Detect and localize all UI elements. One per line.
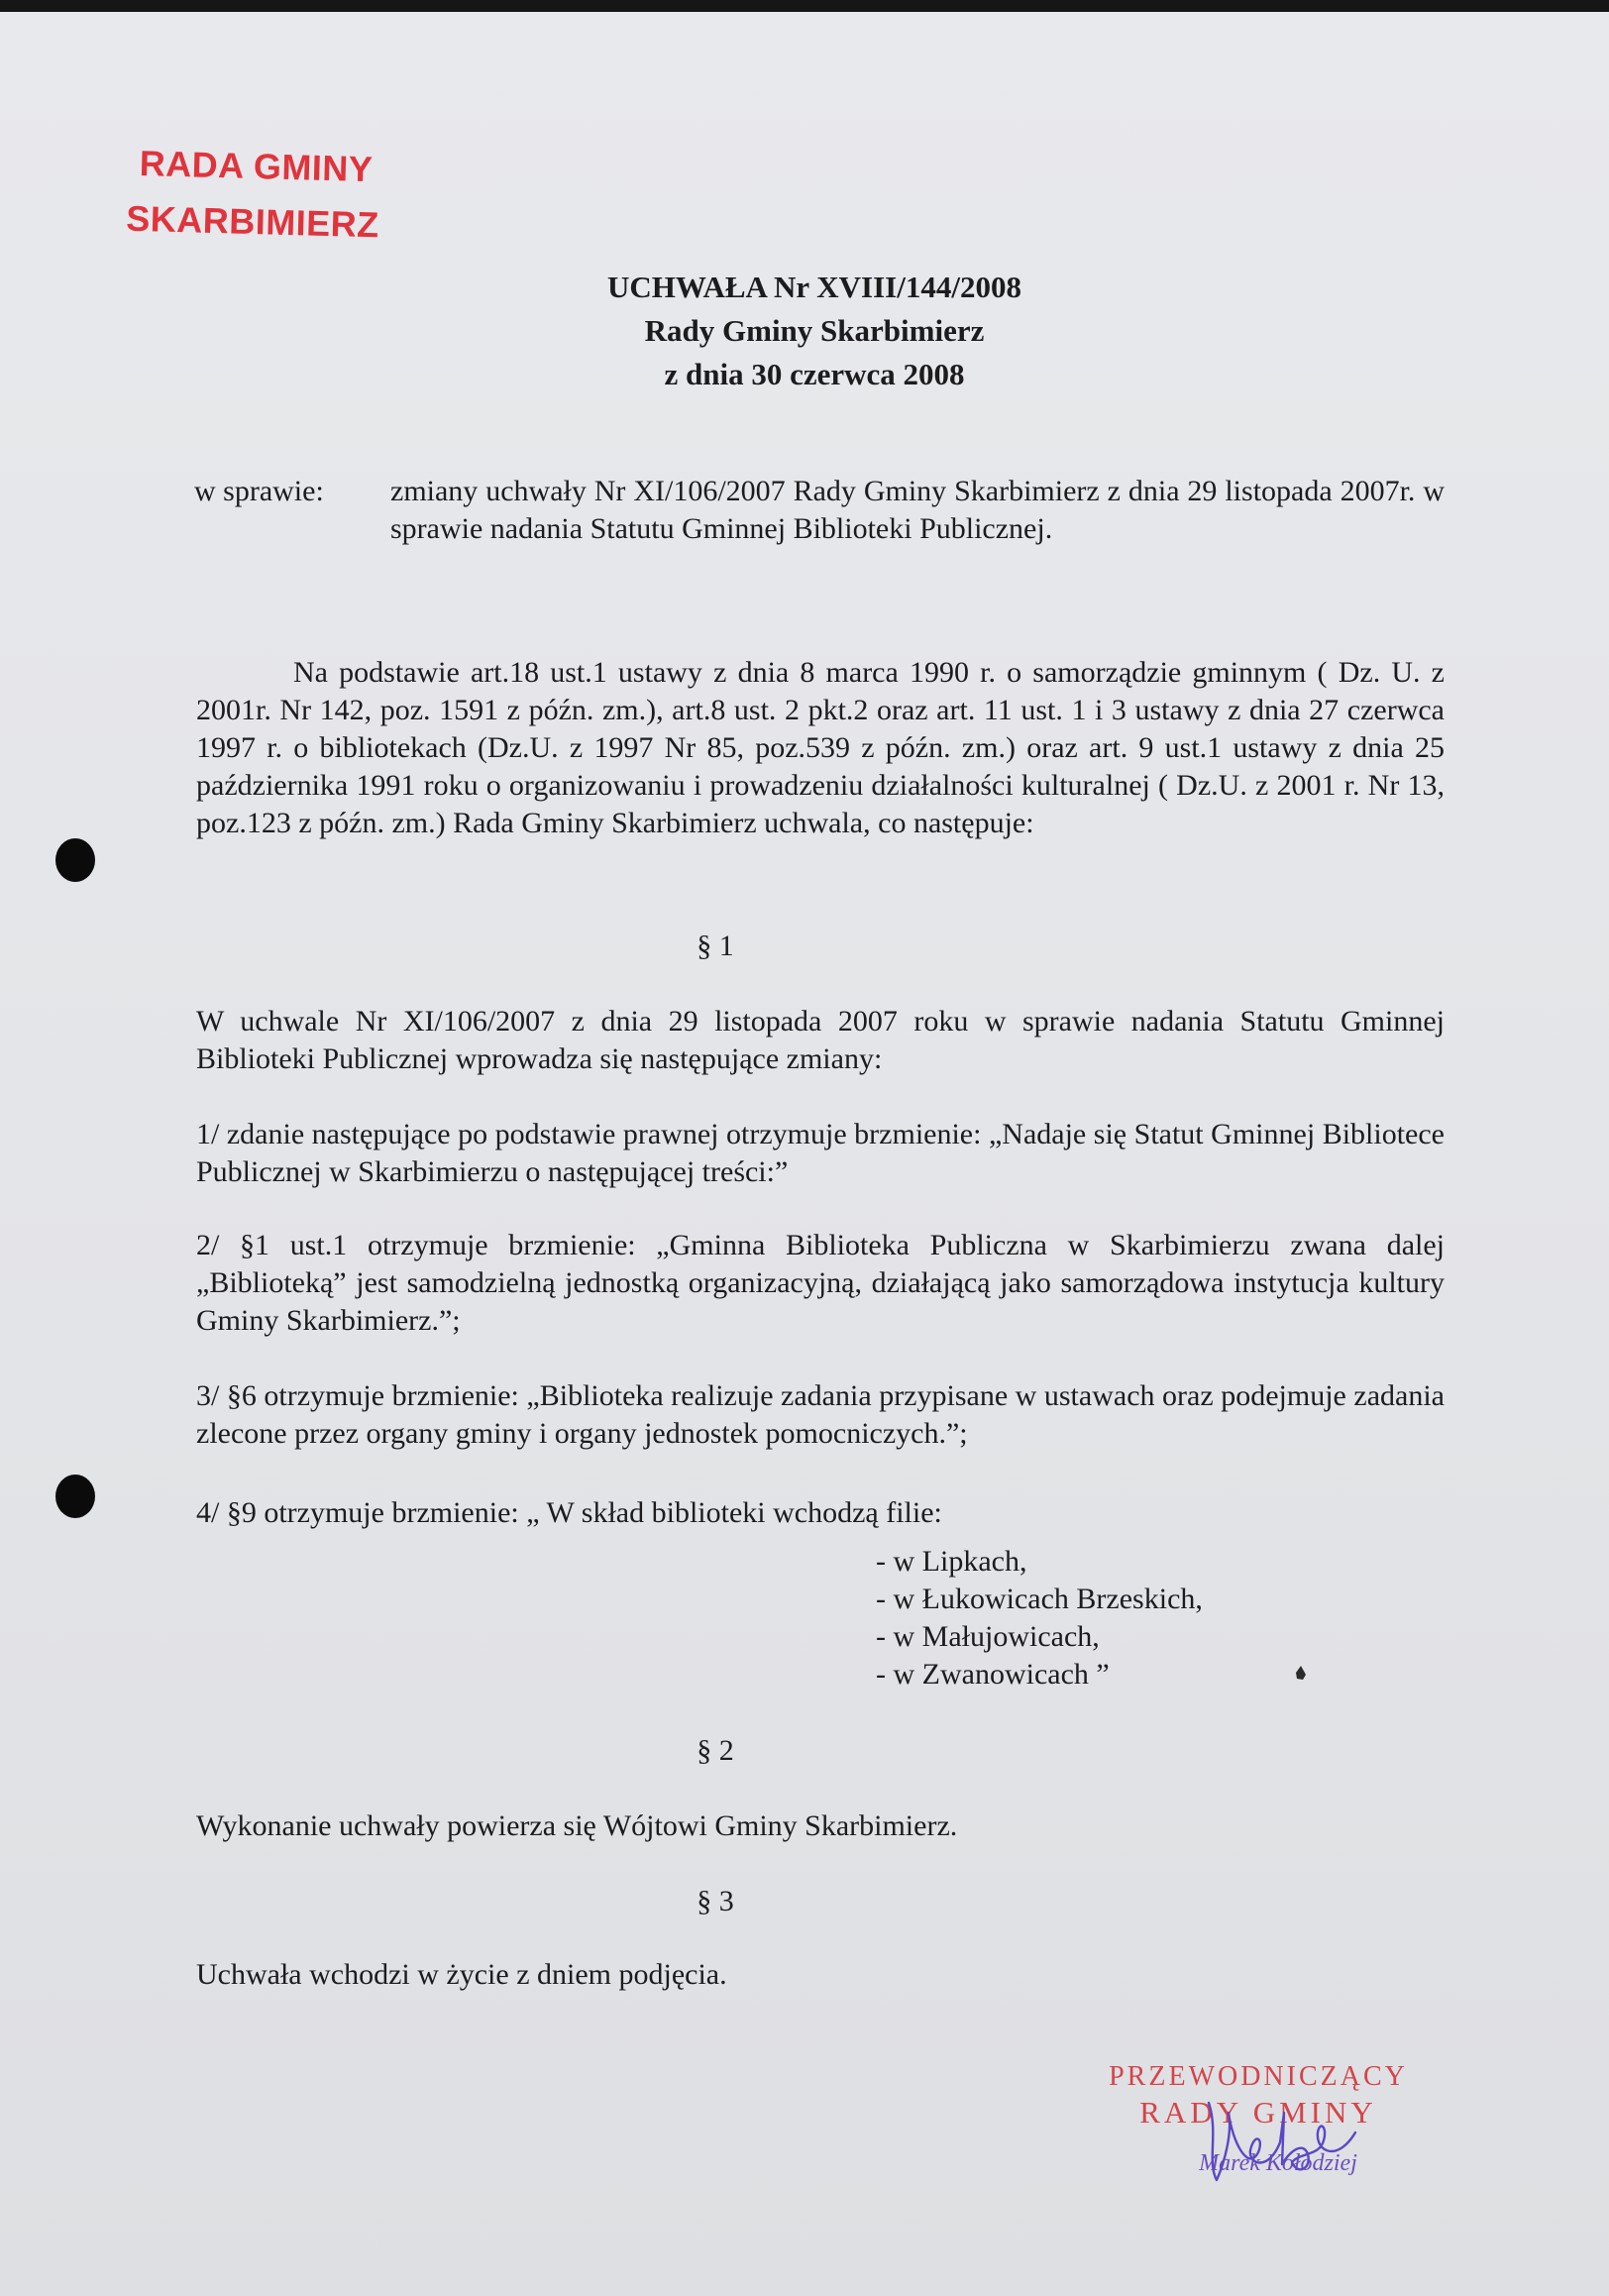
list-item: - w Lipkach,	[876, 1545, 1027, 1578]
list-item: - w Zwanowicach ”	[876, 1658, 1110, 1691]
ink-speck	[1294, 1665, 1308, 1681]
list-item: - w Małujowicach,	[876, 1620, 1100, 1653]
stamp-line-2: SKARBIMIERZ	[125, 197, 380, 246]
punch-hole-upper	[55, 838, 95, 882]
council-header-stamp	[126, 136, 381, 254]
resolution-title	[0, 266, 1609, 396]
list-item: - w Łukowicach Brzeskich,	[876, 1583, 1203, 1615]
section-3-text: Uchwała wchodzi w życie z dniem podjęcia.	[196, 1958, 727, 1991]
legal-basis-paragraph: Na podstawie art.18 ust.1 ustawy z dnia 8 marca 1990 r. o samorządzie gminnym ( Dz. U. z 2001r. Nr 142, poz. 1591 z późn. zm.), art.8 ust. 2 pkt.2 oraz art. 11 ust. 1 i 3 ustawy z dnia 27 czerwca 1997 r. o bibliotekach (Dz.U. z 1997 Nr 85, poz.539 z późn. zm.) oraz art. 9 ust.1 ustawy z dnia 25 października 1991 roku o organizowaniu i prowadzeniu działalności kulturalnej ( Dz.U. z 2001 r. Nr 13, poz.123 z późn. zm.) Rada Gminy Skarbimierz uchwala, co następuje:	[196, 656, 1445, 839]
section-1-heading: § 1	[697, 929, 734, 962]
resolution-date: z dnia 30 czerwca 2008	[664, 357, 965, 391]
subject-label: w sprawie:	[194, 475, 324, 507]
subject-text: zmiany uchwały Nr XI/106/2007 Rady Gminy Skarbimierz z dnia 29 listopada 2007r. w sprawie nadania Statutu Gminnej Biblioteki Publicznej.	[390, 475, 1445, 545]
resolution-issuer: Rady Gminy Skarbimierz	[644, 313, 985, 348]
amendment-item-4: 4/ §9 otrzymuje brzmienie: „ W skład biblioteki wchodzą filie:	[196, 1496, 942, 1529]
punch-hole-lower	[55, 1475, 95, 1518]
signature-stamp-council: RADY GMINY	[1139, 2095, 1377, 2130]
signature-stamp-title: PRZEWODNICZĄCY	[1109, 2061, 1408, 2092]
section-2-heading: § 2	[697, 1734, 734, 1767]
document-page	[0, 12, 1609, 2296]
scan-top-edge	[0, 0, 1609, 12]
resolution-number: UCHWAŁA Nr XVIII/144/2008	[607, 270, 1021, 304]
signatory-name: Marek Kołodziej	[1199, 2150, 1357, 2176]
handwritten-signature	[1189, 2093, 1377, 2202]
stamp-line-1: RADA GMINY	[139, 142, 374, 190]
section-3-heading: § 3	[697, 1885, 734, 1917]
section-2-text: Wykonanie uchwały powierza się Wójtowi Gminy Skarbimierz.	[196, 1809, 958, 1842]
section-1-intro: W uchwale Nr XI/106/2007 z dnia 29 listopada 2007 roku w sprawie nadania Statutu Gminnej Biblioteki Publicznej wprowadza się następujące zmiany:	[196, 1005, 1445, 1075]
amendment-item-1: 1/ zdanie następujące po podstawie prawnej otrzymuje brzmienie: „Nadaje się Statut Gminnej Bibliotece Publicznej w Skarbimierzu o następującej treści:”	[196, 1118, 1445, 1188]
amendment-item-2: 2/ §1 ust.1 otrzymuje brzmienie: „Gminna Biblioteka Publiczna w Skarbimierzu zwana dalej „Biblioteką” jest samodzielną jednostką organizacyjną, działającą jako samorządowa instytucja kultury Gminy Skarbimierz.”;	[196, 1229, 1445, 1337]
amendment-item-3: 3/ §6 otrzymuje brzmienie: „Biblioteka realizuje zadania przypisane w ustawach oraz podejmuje zadania zlecone przez organy gminy i organy jednostek pomocniczych.”;	[196, 1379, 1445, 1450]
branch-list	[876, 1543, 1203, 1694]
